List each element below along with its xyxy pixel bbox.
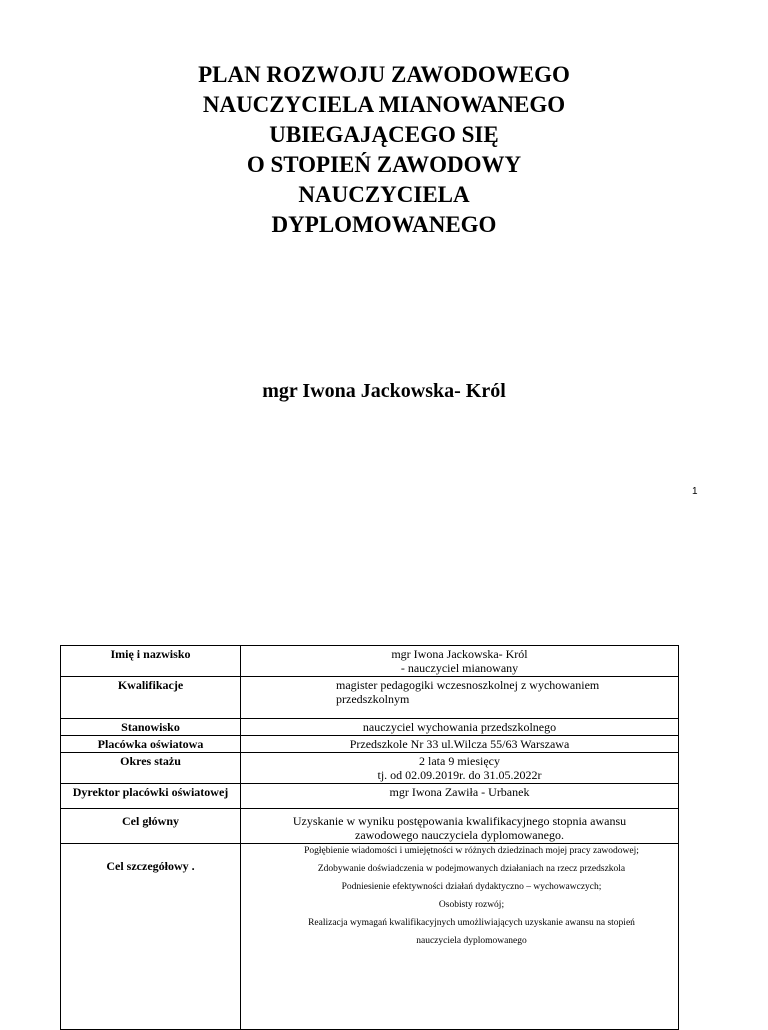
value-line: 2 lata 9 miesięcy: [419, 754, 500, 768]
value-line: Podniesienie efektywności działań dydaktyczno – wychowawczych;: [341, 882, 602, 892]
value-line: Uzyskanie w wyniku postępowania kwalifikacyjnego stopnia awansu: [292, 814, 627, 828]
title-line: UBIEGAJĄCEGO SIĘ: [269, 122, 499, 147]
value-line: mgr Iwona Zawiła - Urbanek: [389, 785, 530, 799]
row-label: Cel szczegółowy .: [61, 844, 241, 1030]
title-line: PLAN ROZWOJU ZAWODOWEGO: [198, 62, 570, 87]
row-value: [241, 677, 679, 719]
row-label: Placówka oświatowa: [61, 736, 241, 753]
title-line: NAUCZYCIELA MIANOWANEGO: [202, 92, 566, 117]
value-line: magister pedagogiki wczesnoszkolnej z wychowaniem: [336, 678, 600, 692]
table-row: [61, 736, 679, 753]
table-row: [61, 719, 679, 736]
row-value: [241, 736, 679, 753]
table-row: [61, 784, 679, 809]
row-label: Cel główny: [61, 809, 241, 844]
row-label: Okres stażu: [61, 753, 241, 784]
page-number: 1: [692, 486, 698, 497]
row-value: [241, 844, 679, 1030]
value-line: nauczyciel wychowania przedszkolnego: [362, 720, 557, 734]
row-label: Kwalifikacje: [61, 677, 241, 719]
value-line: Przedszkole Nr 33 ul.Wilcza 55/63 Warszawa: [349, 737, 570, 751]
row-value: [241, 809, 679, 844]
author-name: mgr Iwona Jackowska- Król: [262, 380, 506, 402]
row-value: [241, 719, 679, 736]
value-line: Pogłębienie wiadomości i umiejętności w różnych dziedzinach mojej pracy zawodowej;: [304, 846, 639, 856]
title-line: DYPLOMOWANEGO: [271, 212, 497, 237]
value-line: przedszkolnym: [336, 692, 410, 706]
row-label: Stanowisko: [61, 719, 241, 736]
row-label: Dyrektor placówki oświatowej: [61, 784, 241, 809]
value-line: Osobisty rozwój;: [438, 900, 505, 910]
table-row: [61, 677, 679, 719]
row-value: [241, 753, 679, 784]
document-title: [0, 60, 768, 240]
title-line: NAUCZYCIELA: [298, 182, 470, 207]
row-value: [241, 646, 679, 677]
value-line: Realizacja wymagań kwalifikacyjnych umożliwiających uzyskanie awansu na stopień: [308, 918, 635, 928]
value-line: Zdobywanie doświadczenia w podejmowanych działaniach na rzecz przedszkola: [317, 864, 626, 874]
row-value: [241, 784, 679, 809]
title-line: O STOPIEŃ ZAWODOWY: [246, 152, 522, 177]
row-label: Imię i nazwisko: [61, 646, 241, 677]
value-line: tj. od 02.09.2019r. do 31.05.2022r: [377, 768, 542, 782]
value-line: mgr Iwona Jackowska- Król: [391, 647, 528, 661]
table-row: [61, 844, 679, 1030]
value-line: zawodowego nauczyciela dyplomowanego.: [355, 828, 564, 842]
table-row: [61, 809, 679, 844]
table-row: [61, 646, 679, 677]
table-row: [61, 753, 679, 784]
value-line: - nauczyciel mianowany: [400, 661, 519, 675]
info-table: [60, 645, 679, 1030]
value-line: nauczyciela dyplomowanego: [416, 936, 527, 946]
